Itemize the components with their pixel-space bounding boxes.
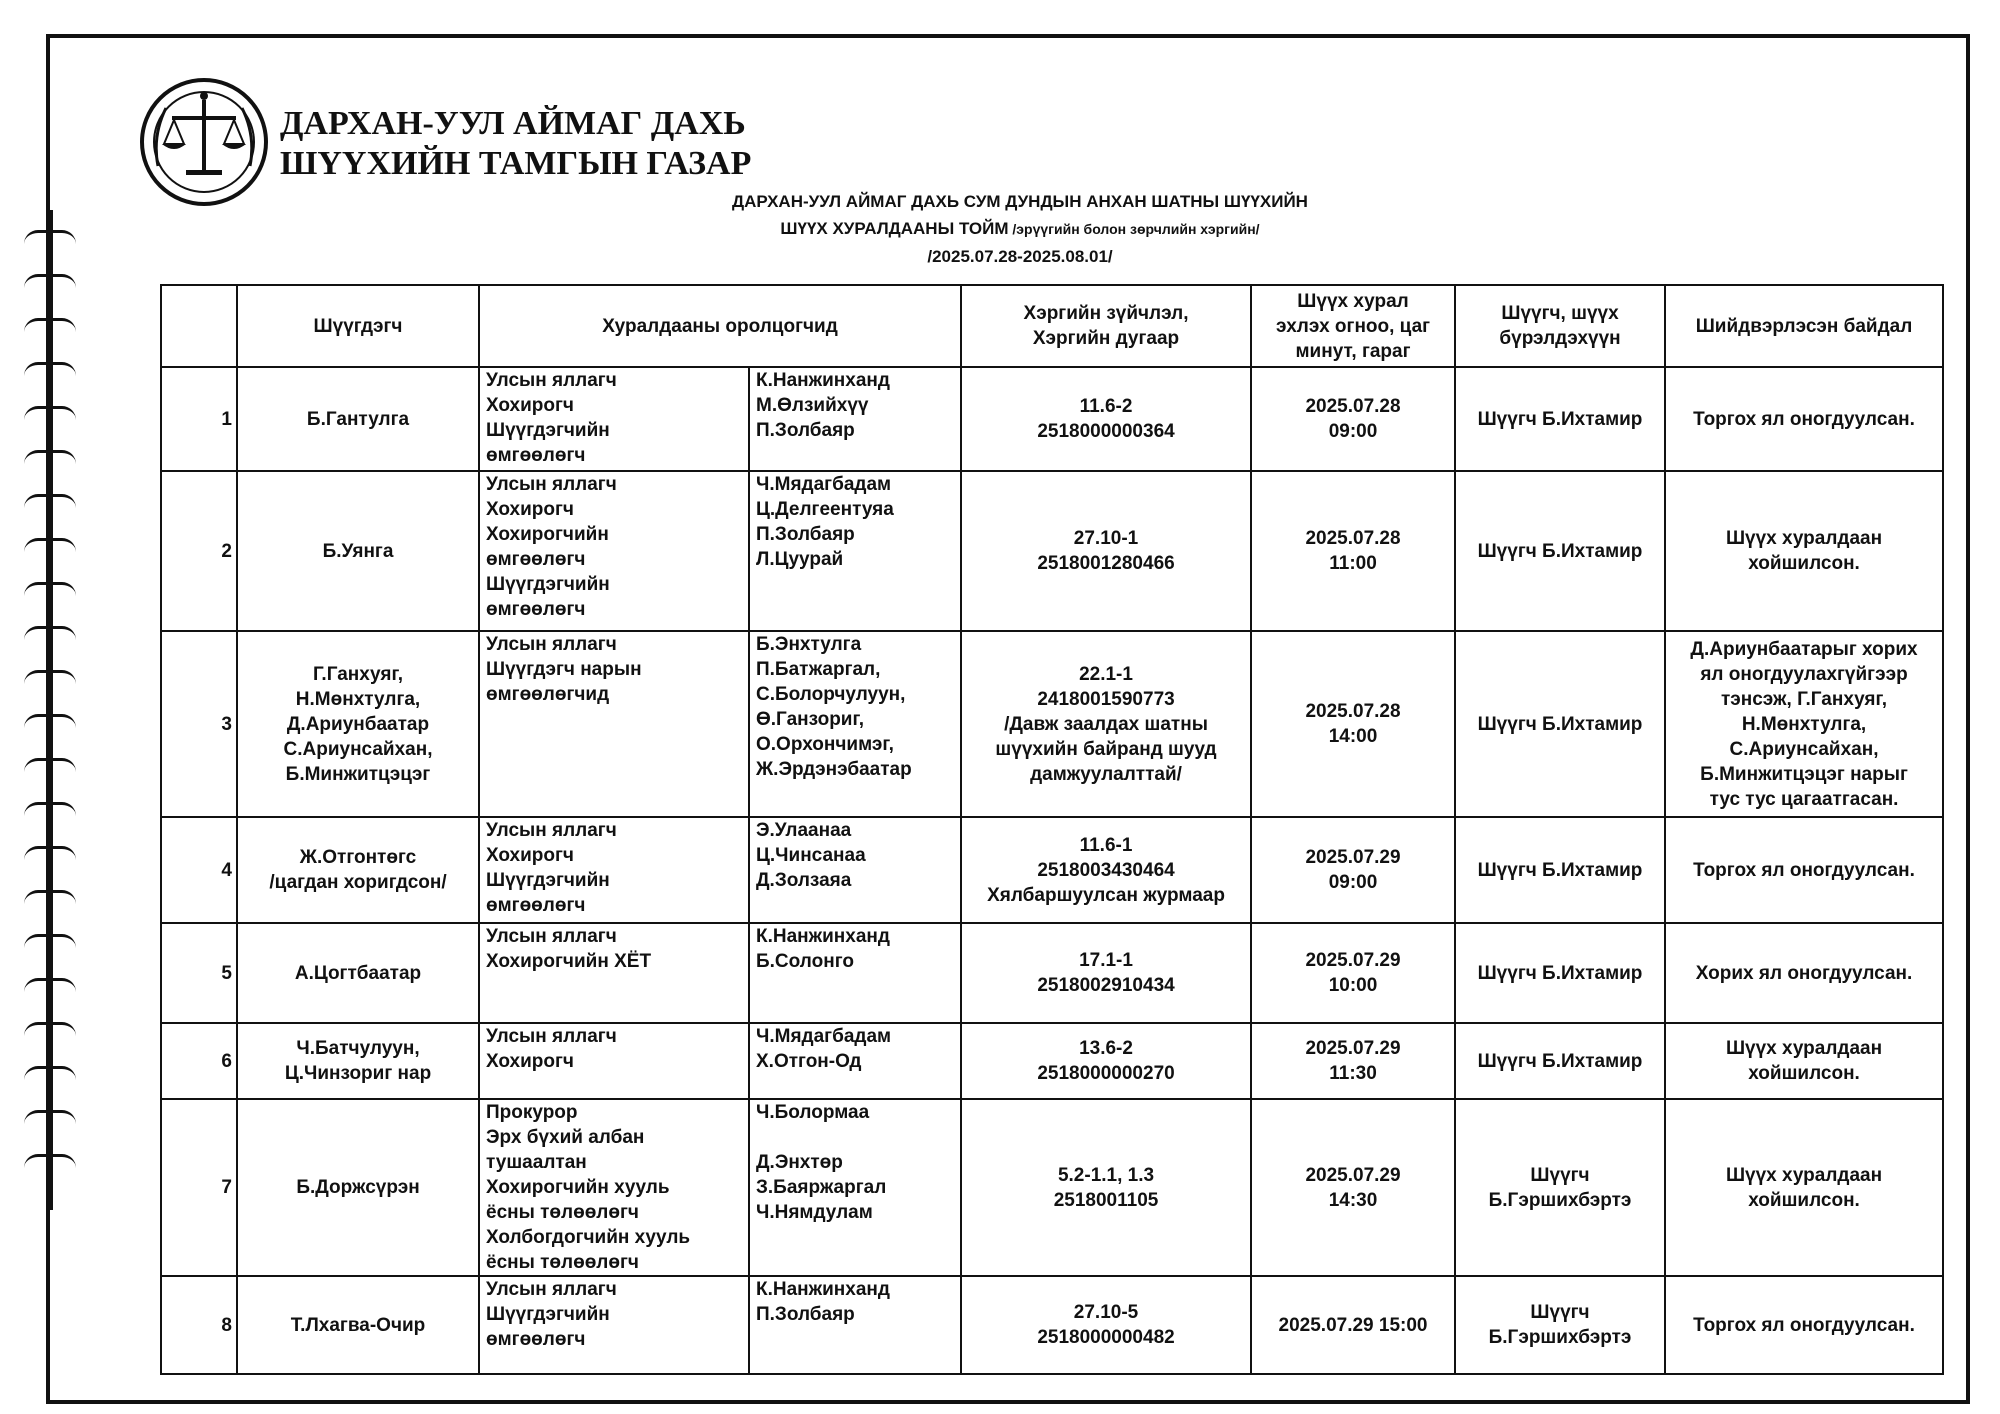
- row-result: Хорих ял оногдуулсан.: [1665, 923, 1943, 1023]
- mongolian-script-glyph: [24, 934, 76, 951]
- row-time: 2025.07.28 09:00: [1251, 367, 1455, 471]
- mongolian-script-glyph: [24, 318, 76, 335]
- mongolian-script-glyph: [24, 538, 76, 555]
- row-defendant: Б.Доржсүрэн: [237, 1099, 479, 1276]
- header-result: Шийдвэрлэсэн байдал: [1665, 285, 1943, 367]
- row-judge: Шүүгч Б.Ихтамир: [1455, 471, 1665, 631]
- table-row: [161, 631, 1943, 817]
- row-participant-roles: Улсын яллагч Хохирогчийн ХЁТ: [479, 923, 749, 1023]
- table-row: [161, 817, 1943, 923]
- row-number: 5: [161, 923, 237, 1023]
- row-participant-roles: Улсын яллагч Хохирогч Хохирогчийн өмгөөлөгч Шүүгдэгчийн өмгөөлөгч: [479, 471, 749, 631]
- row-case: 5.2-1.1, 1.3 2518001105: [961, 1099, 1251, 1276]
- mongolian-script-glyph: [24, 274, 76, 291]
- row-participant-roles: Улсын яллагч Шүүгдэгчийн өмгөөлөгч: [479, 1276, 749, 1374]
- row-participant-roles: Улсын яллагч Хохирогч Шүүгдэгчийн өмгөөлөгч: [479, 367, 749, 471]
- header-time: Шүүх хурал эхлэх огноо, цаг минут, гараг: [1251, 285, 1455, 367]
- row-judge: Шүүгч Б.Ихтамир: [1455, 1023, 1665, 1099]
- mongolian-script-glyph: [24, 626, 76, 643]
- mongolian-script-glyph: [24, 1110, 76, 1127]
- table-row: [161, 1276, 1943, 1374]
- row-result: Шүүх хуралдаан хойшилсон.: [1665, 1099, 1943, 1276]
- mongolian-script-glyph: [24, 494, 76, 511]
- row-participant-names: К.Нанжинханд М.Өлзийхүү П.Золбаяр: [749, 367, 961, 471]
- table-row: [161, 923, 1943, 1023]
- row-time: 2025.07.29 11:30: [1251, 1023, 1455, 1099]
- row-result: Торгох ял оногдуулсан.: [1665, 817, 1943, 923]
- row-participant-roles: Улсын яллагч Хохирогч: [479, 1023, 749, 1099]
- row-number: 4: [161, 817, 237, 923]
- row-defendant: Г.Ганхуяг, Н.Мөнхтулга, Д.Ариунбаатар С.Ариунсайхан, Б.Минжитцэцэг: [237, 631, 479, 817]
- row-participant-names: Ч.Мядагбадам Х.Отгон-Од: [749, 1023, 961, 1099]
- row-participant-roles: Улсын яллагч Шүүгдэгч нарын өмгөөлөгчид: [479, 631, 749, 817]
- row-judge: Шүүгч Б.Ихтамир: [1455, 817, 1665, 923]
- row-participant-names: К.Нанжинханд П.Золбаяр: [749, 1276, 961, 1374]
- mongolian-script-glyph: [24, 846, 76, 863]
- header-case: Хэргийн зүйчлэл, Хэргийн дугаар: [961, 285, 1251, 367]
- header-line2-sub: /эрүүгийн болон зөрчлийн хэргийн/: [1008, 221, 1260, 237]
- row-number: 6: [161, 1023, 237, 1099]
- row-number: 7: [161, 1099, 237, 1276]
- row-case: 27.10-1 2518001280466: [961, 471, 1251, 631]
- row-time: 2025.07.28 11:00: [1251, 471, 1455, 631]
- row-defendant: А.Цогтбаатар: [237, 923, 479, 1023]
- mongolian-script-glyph: [24, 714, 76, 731]
- mongolian-script-glyph: [24, 582, 76, 599]
- table-row: [161, 367, 1943, 471]
- row-case: 22.1-1 2418001590773 /Давж заалдах шатны шүүхийн байранд шууд дамжуулалттай/: [961, 631, 1251, 817]
- row-result: Торгох ял оногдуулсан.: [1665, 1276, 1943, 1374]
- mongolian-script-glyph: [24, 406, 76, 423]
- row-case: 17.1-1 2518002910434: [961, 923, 1251, 1023]
- row-result: Шүүх хуралдаан хойшилсон.: [1665, 471, 1943, 631]
- row-participant-names: К.Нанжинханд Б.Солонго: [749, 923, 961, 1023]
- row-participant-names: Ч.Мядагбадам Ц.Делгеентуяа П.Золбаяр Л.Цуурай: [749, 471, 961, 631]
- organization-name-line2: ШҮҮХИЙН ТАМГЫН ГАЗАР: [280, 145, 752, 182]
- header-line1: ДАРХАН-УУЛ АЙМАГ ДАХЬ СУМ ДУНДЫН АНХАН ШАТНЫ ШҮҮХИЙН: [732, 192, 1308, 211]
- mongolian-script-glyph: [24, 362, 76, 379]
- row-participant-names: Ч.Болормаа Д.Энхтөр З.Баяржаргал Ч.Нямдулам: [749, 1099, 961, 1276]
- row-result: Торгох ял оногдуулсан.: [1665, 367, 1943, 471]
- mongolian-script-glyph: [24, 802, 76, 819]
- mongolian-script-glyph: [24, 890, 76, 907]
- row-case: 11.6-1 2518003430464 Хялбаршуулсан журмаар: [961, 817, 1251, 923]
- header-defendant: Шүүгдэгч: [237, 285, 479, 367]
- row-number: 8: [161, 1276, 237, 1374]
- mongolian-script-glyph: [24, 758, 76, 775]
- table-row: [161, 1099, 1943, 1276]
- row-result: Шүүх хуралдаан хойшилсон.: [1665, 1023, 1943, 1099]
- mongolian-script-glyph: [24, 1022, 76, 1039]
- row-defendant: Ж.Отгонтөгс /цагдан хоригдсон/: [237, 817, 479, 923]
- row-time: 2025.07.29 09:00: [1251, 817, 1455, 923]
- row-defendant: Т.Лхагва-Очир: [237, 1276, 479, 1374]
- row-judge: Шүүгч Б.Гэршихбэртэ: [1455, 1276, 1665, 1374]
- row-participant-names: Б.Энхтулга П.Батжаргал, С.Болорчулуун, Ө.Ганзориг, О.Орхончимэг, Ж.Эрдэнэбаатар: [749, 631, 961, 817]
- document-header: [560, 188, 1480, 270]
- header-participants: Хуралдааны оролцогчид: [479, 285, 961, 367]
- mongolian-script-glyph: [24, 978, 76, 995]
- row-time: 2025.07.28 14:00: [1251, 631, 1455, 817]
- mongolian-script-glyph: [24, 450, 76, 467]
- mongolian-script-stroke: [50, 210, 53, 1210]
- row-participant-roles: Улсын яллагч Хохирогч Шүүгдэгчийн өмгөөлөгч: [479, 817, 749, 923]
- row-participant-names: Э.Улаанаа Ц.Чинсанаа Д.Золзаяа: [749, 817, 961, 923]
- table-header-row: [161, 285, 1943, 367]
- row-defendant: Ч.Батчулуун, Ц.Чинзориг нар: [237, 1023, 479, 1099]
- hearing-schedule-table: [160, 284, 1944, 1375]
- row-number: 3: [161, 631, 237, 817]
- court-emblem-icon: [138, 76, 270, 208]
- row-case: 27.10-5 2518000000482: [961, 1276, 1251, 1374]
- row-judge: Шүүгч Б.Ихтамир: [1455, 923, 1665, 1023]
- mongolian-script-margin: [10, 210, 88, 1210]
- row-result: Д.Ариунбаатарыг хорих ял оногдуулахгүйгээр тэнсэж, Г.Ганхуяг, Н.Мөнхтулга, С.Ариунсайхан, Б.Минжитцэцэг нарыг тус тус цагаатгасан.: [1665, 631, 1943, 817]
- row-judge: Шүүгч Б.Ихтамир: [1455, 631, 1665, 817]
- header-judge: Шүүгч, шүүх бүрэлдэхүүн: [1455, 285, 1665, 367]
- organization-name: [280, 104, 751, 184]
- row-defendant: Б.Гантулга: [237, 367, 479, 471]
- row-defendant: Б.Уянга: [237, 471, 479, 631]
- mongolian-script-glyph: [24, 230, 76, 247]
- row-judge: Шүүгч Б.Ихтамир: [1455, 367, 1665, 471]
- header-number: [161, 285, 237, 367]
- row-participant-roles: Прокурор Эрх бүхий албан тушаалтан Хохирогчийн хууль ёсны төлөөлөгч Холбогдогчийн хууль ёсны төлөөлөгч: [479, 1099, 749, 1276]
- row-judge: Шүүгч Б.Гэршихбэртэ: [1455, 1099, 1665, 1276]
- row-case: 11.6-2 2518000000364: [961, 367, 1251, 471]
- row-time: 2025.07.29 14:30: [1251, 1099, 1455, 1276]
- organization-name-line1: ДАРХАН-УУЛ АЙМАГ ДАХЬ: [280, 105, 746, 142]
- header-line2: [560, 215, 1480, 243]
- header-line3: /2025.07.28-2025.08.01/: [927, 247, 1113, 266]
- row-time: 2025.07.29 10:00: [1251, 923, 1455, 1023]
- row-time: 2025.07.29 15:00: [1251, 1276, 1455, 1374]
- mongolian-script-glyph: [24, 1154, 76, 1171]
- row-number: 2: [161, 471, 237, 631]
- mongolian-script-glyph: [24, 670, 76, 687]
- mongolian-script-glyph: [24, 1066, 76, 1083]
- table-row: [161, 1023, 1943, 1099]
- header-line2-main: ШҮҮХ ХУРАЛДААНЫ ТОЙМ: [780, 219, 1009, 238]
- row-number: 1: [161, 367, 237, 471]
- row-case: 13.6-2 2518000000270: [961, 1023, 1251, 1099]
- table-row: [161, 471, 1943, 631]
